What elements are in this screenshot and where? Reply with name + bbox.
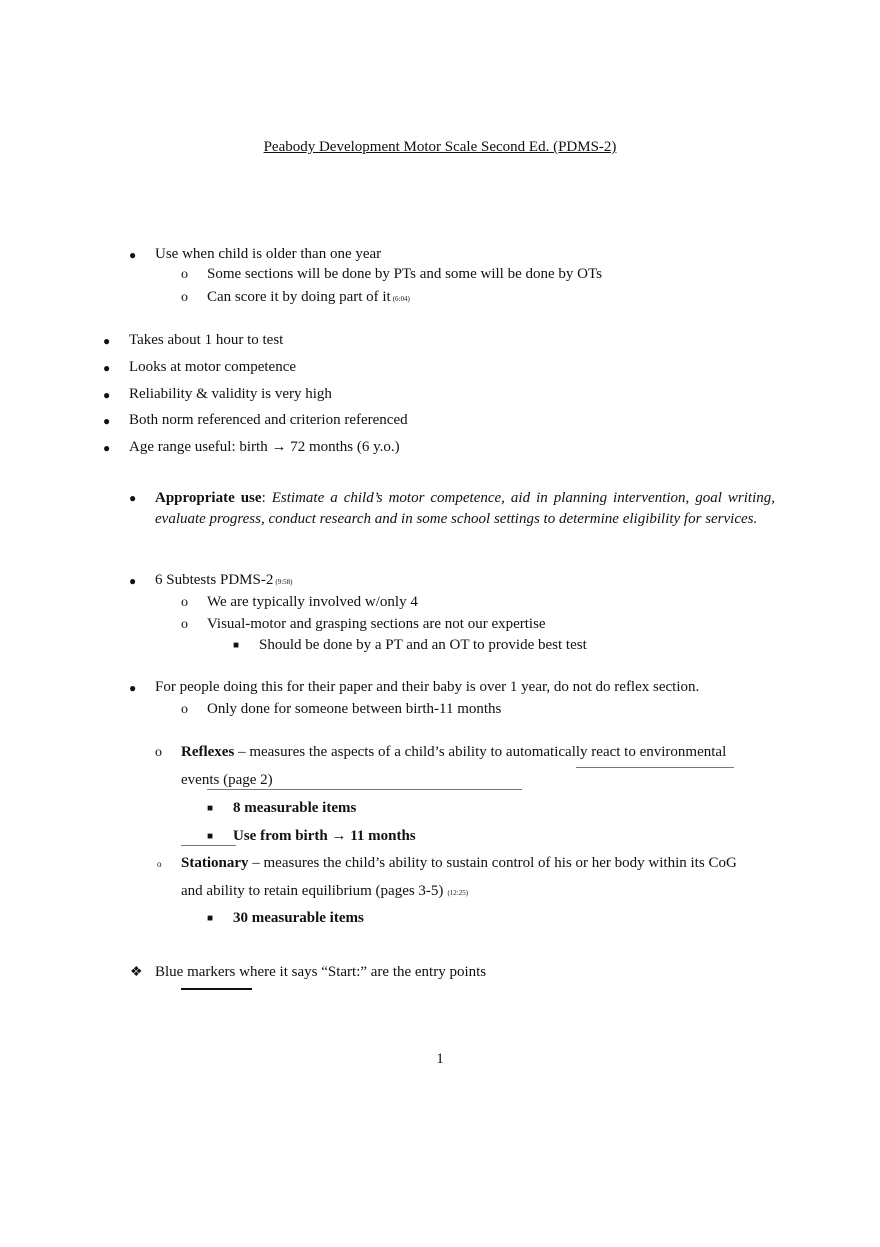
fact-item: Takes about 1 hour to test (129, 332, 284, 348)
bullet-icon: ● (103, 388, 111, 402)
square-bullet-icon: ■ (233, 640, 240, 651)
small-circle-bullet-icon: o (157, 859, 162, 869)
stationary-line-1 (181, 855, 737, 872)
page-number: 1 (436, 1051, 444, 1067)
reflex-note-item: For people doing this for their paper and their baby is over 1 year, do not do reflex section. (155, 679, 700, 695)
square-bullet-icon: ■ (207, 803, 214, 814)
intro-sub-2-text: Can score it by doing part of it (207, 289, 391, 305)
subtests-text: 6 Subtests PDMS-2 (155, 572, 274, 588)
timestamp: (12:25) (447, 889, 469, 897)
stationary-item: 30 measurable items (233, 910, 364, 926)
square-bullet-icon: ■ (207, 831, 214, 842)
reflexes-desc: – measures the aspects of a child’s ability to automatically react to environmental (234, 744, 727, 760)
bullet-icon: ● (129, 248, 137, 262)
bullet-icon: ● (129, 574, 137, 588)
reflex-note-sub: Only done for someone between birth-11 months (207, 701, 502, 717)
fact-item: Age range useful: birth → 72 months (6 y.o.) (129, 439, 400, 455)
circle-bullet-icon: o (155, 745, 162, 760)
bullet-icon: ● (103, 334, 111, 348)
stationary-line-2-text: and ability to retain equilibrium (pages 3-5) (181, 883, 444, 899)
intro-sub-1: Some sections will be done by PTs and some will be done by OTs (207, 266, 602, 282)
intro-item: Use when child is older than one year (155, 246, 382, 262)
bullet-icon: ● (129, 491, 137, 505)
subtests-sub-2a: Should be done by a PT and an OT to provide best test (259, 637, 587, 653)
circle-bullet-icon: o (181, 617, 188, 632)
appropriate-use-paragraph (155, 488, 775, 530)
circle-bullet-icon: o (181, 267, 188, 282)
stationary-desc: – measures the child’s ability to sustain control of his or her body within its CoG (248, 855, 737, 871)
annotation-line (576, 767, 734, 768)
circle-bullet-icon: o (181, 595, 188, 610)
timestamp: (6:04) (392, 295, 410, 303)
appropriate-use-text: Estimate a child’s motor competence, aid in planning intervention, goal writing, evaluate progress, conduct research and in some school settings to determine eligibility for services. (155, 490, 776, 527)
page-title: Peabody Development Motor Scale Second Ed. (PDMS-2) (263, 139, 617, 155)
reflexes-label: Reflexes (181, 744, 235, 760)
square-bullet-icon: ■ (207, 913, 214, 924)
circle-bullet-icon: o (181, 290, 188, 305)
fact-item: Both norm referenced and criterion referenced (129, 412, 408, 428)
subtests-item (155, 572, 292, 589)
bullet-icon: ● (103, 441, 111, 455)
bullet-icon: ● (103, 414, 111, 428)
bullet-icon: ● (103, 361, 111, 375)
intro-sub-2 (207, 289, 410, 306)
annotation-line (181, 988, 252, 990)
bullet-icon: ● (129, 681, 137, 695)
appropriate-use-label: Appropriate use (155, 490, 262, 506)
appropriate-use-colon: : (261, 490, 266, 506)
fact-item: Reliability & validity is very high (129, 386, 332, 402)
stationary-line-2 (181, 883, 468, 900)
reflexes-line-1 (181, 744, 726, 761)
reflexes-item: Use from birth → 11 months (233, 828, 416, 844)
subtests-sub-1: We are typically involved w/only 4 (207, 594, 418, 610)
diamond-bullet-icon: ❖ (130, 965, 143, 980)
annotation-line (207, 789, 522, 790)
stationary-label: Stationary (181, 855, 249, 871)
timestamp: (9:58) (275, 578, 293, 586)
fact-item: Looks at motor competence (129, 359, 297, 375)
subtests-sub-2: Visual-motor and grasping sections are not our expertise (207, 616, 546, 632)
circle-bullet-icon: o (181, 702, 188, 717)
blue-markers-item: Blue markers where it says “Start:” are the entry points (155, 964, 487, 980)
annotation-line (181, 845, 236, 846)
reflexes-line-2: events (page 2) (181, 772, 273, 788)
reflexes-item: 8 measurable items (233, 800, 357, 816)
